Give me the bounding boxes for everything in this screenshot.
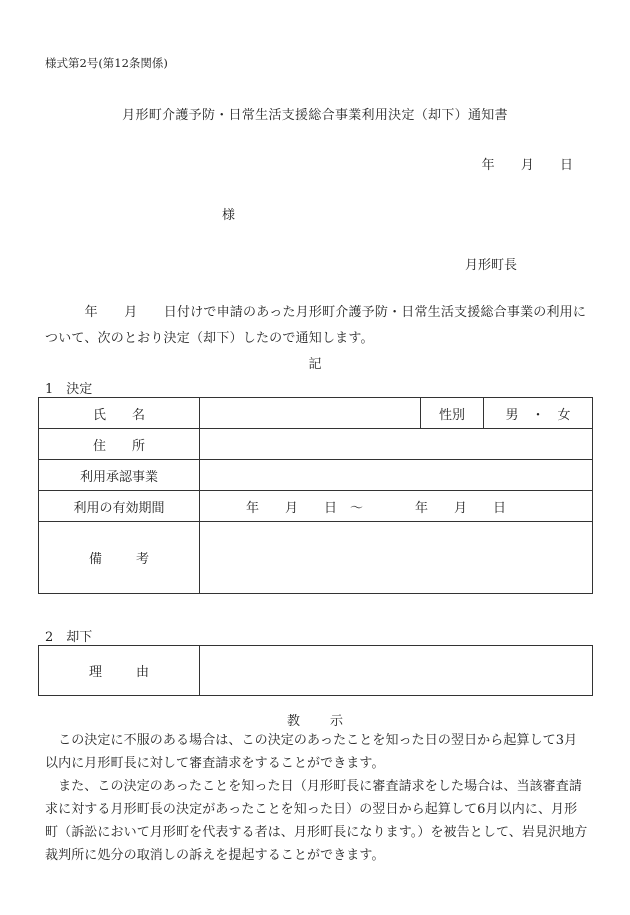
service-label: 利用承認事業 — [39, 460, 200, 491]
address-label: 住所 — [39, 429, 200, 460]
date-line — [460, 154, 573, 173]
period-row — [39, 491, 593, 522]
kyoji-heading: 教示 — [286, 714, 373, 729]
service-row — [39, 460, 593, 491]
date-year: 年 — [481, 158, 495, 173]
gender-value[interactable]: 男 ・ 女 — [484, 398, 593, 429]
kyoji-paragraph-1: この決定に不服のある場合は、この決定のあったことを知った日の翌日から起算して3月以内に月形町長に対して審査請求をすることができます。 — [45, 733, 578, 771]
name-field[interactable] — [200, 398, 421, 429]
body-paragraph: 年 月 日付けで申請のあった月形町介護予防・日常生活支援総合事業の利用について、次のとおり決定（却下）したので通知します。 — [45, 305, 587, 346]
section1-heading: 1 決定 — [45, 382, 93, 397]
kyoji-paragraph-2: また、この決定のあったことを知った日（月形町長に審査請求をした場合は、当該審査請求に対する月形町長の決定があったことを知った日）の翌日から起算して6月以内に、月形町（訴訟において月形町を代表する者は、月形町長になります。）を被告として、岩見沢地方裁判所に処分の取消しの訴えを提起することができます。 — [45, 779, 588, 863]
section2-heading: 2 却下 — [45, 630, 93, 645]
addressee-suffix: 様 — [222, 208, 236, 223]
period-label: 利用の有効期間 — [39, 491, 200, 522]
form-number: 様式第2号(第12条関係) — [45, 56, 168, 70]
date-day: 日 — [559, 158, 573, 173]
remarks-label: 備考 — [39, 522, 200, 594]
name-row — [39, 398, 593, 429]
ki-mark: 記 — [308, 357, 322, 372]
reason-row — [39, 646, 593, 696]
decision-table — [38, 397, 593, 594]
reason-field[interactable] — [200, 646, 593, 696]
document-title: 月形町介護予防・日常生活支援総合事業利用決定（却下）通知書 — [122, 108, 508, 123]
period-value[interactable]: 年 月 日 ～ 年 月 日 — [200, 491, 593, 522]
address-field[interactable] — [200, 429, 593, 460]
gender-label: 性別 — [421, 398, 484, 429]
reason-label: 理由 — [39, 646, 200, 696]
service-field[interactable] — [200, 460, 593, 491]
name-label: 氏名 — [39, 398, 200, 429]
date-month: 月 — [520, 158, 534, 173]
remarks-field[interactable] — [200, 522, 593, 594]
remarks-row — [39, 522, 593, 594]
address-row — [39, 429, 593, 460]
issuer: 月形町長 — [465, 258, 518, 273]
rejection-table — [38, 645, 593, 696]
